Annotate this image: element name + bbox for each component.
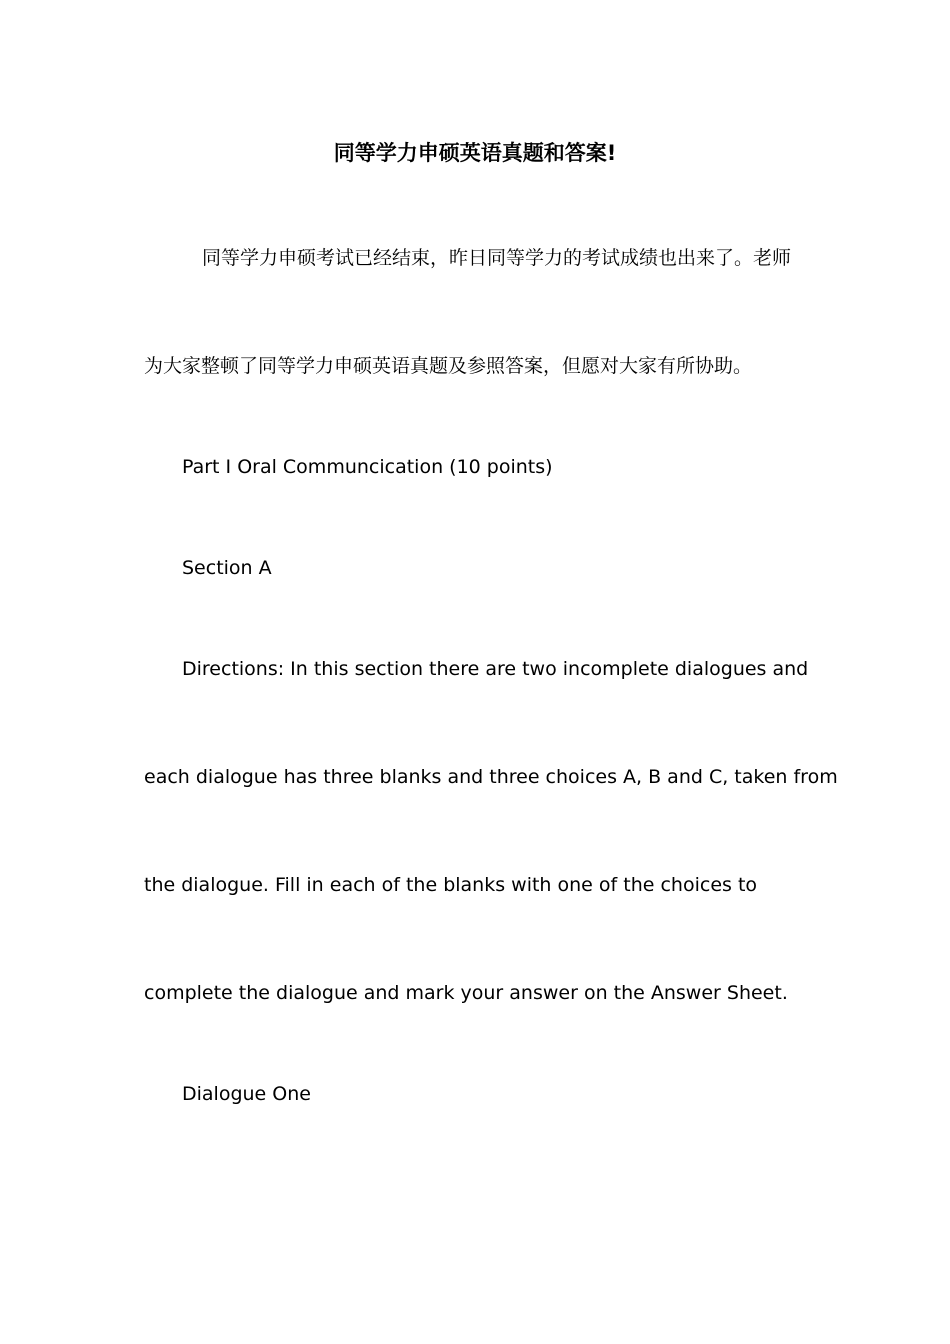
intro-line-2: 为大家整顿了同等学力申硕英语真题及参照答案，但愿对大家有所协助。 [144,355,753,377]
directions-line-3: the dialogue. Fill in each of the blanks with one of the choices to [144,874,758,896]
intro-line-1: 同等学力申硕考试已经结束，昨日同等学力的考试成绩也出来了。老师 [202,247,792,269]
directions-line-1: Directions: In this section there are two incomplete dialogues and [182,658,809,680]
part-heading: Part I Oral Communcication (10 points) [182,456,553,478]
directions-line-2: each dialogue has three blanks and three choices A, B and C, taken from [144,766,838,788]
section-heading: Section A [182,557,272,579]
document-title: 同等学力申硕英语真题和答案! [333,141,617,165]
dialogue-heading: Dialogue One [182,1083,311,1105]
directions-line-4: complete the dialogue and mark your answer on the Answer Sheet. [144,982,788,1004]
